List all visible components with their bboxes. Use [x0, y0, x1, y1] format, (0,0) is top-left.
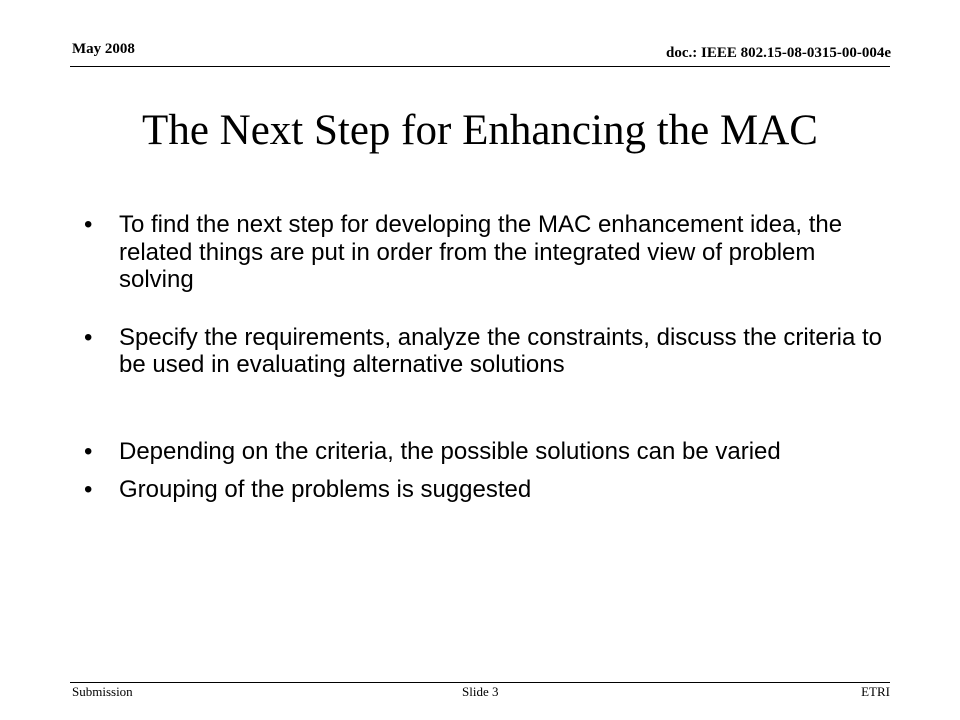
bullet-glyph: • [84, 323, 93, 351]
header-doc-id: doc.: IEEE 802.15-08-0315-00-004e [666, 45, 891, 61]
bullet-glyph: • [84, 211, 93, 238]
footer-submission: Submission [72, 684, 133, 699]
bullet-text: Depending on the criteria, the possible solutions can be varied [119, 437, 781, 465]
bullet-item [84, 324, 894, 379]
bullet-item [84, 438, 894, 466]
footer-divider [70, 682, 890, 683]
footer-organization: ETRI [861, 684, 890, 699]
bullet-glyph: • [84, 476, 93, 503]
bullet-text: Grouping of the problems is suggested [119, 476, 532, 503]
bullet-item [84, 211, 894, 294]
bullet-text: Specify the requirements, analyze the constraints, discuss the criteria to be used in evaluating alternative solutions [119, 323, 883, 378]
bullet-text: To find the next step for developing the MAC enhancement idea, the related things are put in order from the integrated view of problem solving [119, 211, 843, 293]
bullet-item [84, 476, 894, 504]
header-divider [70, 66, 890, 67]
footer-slide-number: Slide 3 [462, 684, 499, 699]
slide-title: The Next Step for Enhancing the MAC [142, 107, 818, 154]
bullet-list [84, 211, 894, 504]
bullet-glyph: • [84, 437, 93, 465]
header-date: May 2008 [72, 41, 135, 57]
